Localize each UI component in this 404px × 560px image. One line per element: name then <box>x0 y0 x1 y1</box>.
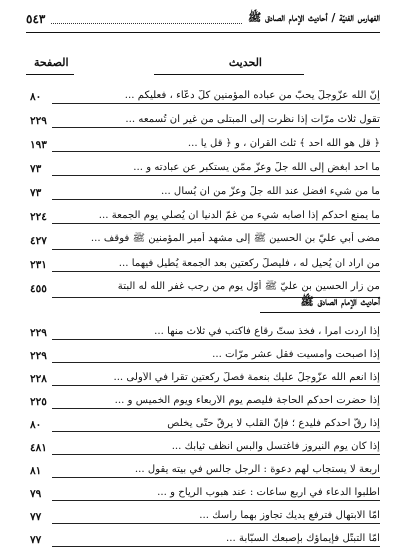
entry-page: ٤٨١ <box>30 442 47 454</box>
entry-text: ما من شيء أفضل عند الله جلّ وعزّ من أن يُسأل ... <box>52 186 380 200</box>
list-item <box>26 345 380 367</box>
list-item <box>26 506 380 528</box>
list-item <box>26 254 380 276</box>
entry-text: إذا حضرت أحدكم الحاجة فليصم يوم الأربعاء ويوم الخميس و ... <box>52 395 380 409</box>
list-item <box>26 391 380 413</box>
entry-page: ٧٣ <box>30 163 42 175</box>
list-item <box>26 86 380 108</box>
entry-text: إذا أنعم الله عزّوجلّ عليك بنعمة فصلّ ركعتين تقرأ في الأُولى ... <box>52 372 380 386</box>
header-rule <box>26 32 380 33</box>
list-item <box>26 230 380 252</box>
entry-text: مضى أبي عليّ بن الحسين ﷺ إلى مشهد أمير المؤمنين ﷺ فوقف ... <box>52 232 380 250</box>
list-item <box>26 134 380 156</box>
entry-page: ٧٧ <box>30 534 42 546</box>
heading-underline-page <box>26 74 74 75</box>
entry-page: ٨٠ <box>30 419 42 431</box>
entry-page: ٧٧ <box>30 511 42 523</box>
header-dots <box>51 15 242 24</box>
entry-page: ٨٠ <box>30 91 42 103</box>
entry-text: أمّا التبتّل فإيماؤك بإصبعك السبّابة ... <box>52 533 380 547</box>
list-item <box>26 529 380 551</box>
page-number: ٥٤٣ <box>26 12 46 26</box>
entry-page: ٢٢٩ <box>30 115 47 127</box>
section-title-underline <box>260 312 380 313</box>
list-item <box>26 368 380 390</box>
entry-page: ٧٣ <box>30 187 42 199</box>
list-item <box>26 437 380 459</box>
entry-text: ﴿ قل هو الله أحد ﴾ ثلث القرآن ، و ﴿ قل يا ... <box>52 138 380 152</box>
entry-page: ٤٥٥ <box>30 283 47 295</box>
list-item <box>26 322 380 344</box>
list-item <box>26 460 380 482</box>
entry-text: من زار الحسين بن عليّ ﷺ أوّل يوم من رجب غفر الله له البتة <box>52 280 380 298</box>
entry-page: ٢٢٨ <box>30 373 47 385</box>
entry-text: إذا رقّ أحدكم فليدع ؛ فإنّ القلب لا يرقّ حتّى يخلص <box>52 418 380 432</box>
entry-page: ٢٣١ <box>30 259 47 271</box>
entry-text: إذا أصبحت وأمسيت فقل عشر مرّات ... <box>52 349 380 363</box>
column-heading-page: الصفحة <box>34 56 69 69</box>
column-headings <box>26 48 380 76</box>
entry-text: إنّ الله عزّوجلّ يحبّ من عباده المؤمنين كلّ دعّاء ، فعليكم ... <box>52 90 380 104</box>
entry-text: ما أحد أبغض إلى الله جلّ وعزّ ممّن يستكبر عن عبادته و ... <box>52 162 380 176</box>
list-item <box>26 414 380 436</box>
list-item <box>26 206 380 228</box>
section-title: أحاديث الإمام الصادق ﷺ <box>300 295 380 308</box>
entry-text: أمّا الابتهال فترفع يديك تجاوز بهما رأسك ... <box>52 510 380 524</box>
entry-page: ٢٢٩ <box>30 327 47 339</box>
entry-text: أربعة لا يستجاب لهم دعوة : الرجل جالس في بيته يقول ... <box>52 464 380 478</box>
list-item <box>26 110 380 132</box>
entry-page: ٢٢٩ <box>30 350 47 362</box>
heading-underline-hadith <box>154 74 304 75</box>
entry-text: إذا أردت أمراً ، فخذ ستّ رقاع فاكتب في ثلاث منها ... <box>52 326 380 340</box>
running-header <box>26 8 380 30</box>
entry-text: تقول ثلاث مرّات إذا نظرت إلى المبتلى من غير أن تُسمعه ... <box>52 114 380 128</box>
entry-text: إذا كان يوم النيروز فاغتسل والبس أنظف ثيابك ... <box>52 441 380 455</box>
entry-page: ٧٩ <box>30 488 42 500</box>
entry-page: ٢٢٥ <box>30 396 47 408</box>
entry-page: ٨١ <box>30 465 42 477</box>
header-title: الفهارس الفنيّة / أحاديث الإمام الصادق ﷺ <box>248 11 380 24</box>
entry-text: ما يمنع أحدكم إذا أصابه شيء من غمّ الدنيا أن يُصلّي يوم الجمعة ... <box>52 210 380 224</box>
column-heading-hadith: الحديث <box>228 56 262 69</box>
entry-text: اطلبوا الدعاء في أربع ساعات : عند هبوب الرياح و ... <box>52 487 380 501</box>
entry-text: من أراد أن يُحيل له ، فليصلّ ركعتين بعد الجمعة يُطيل فيهما ... <box>52 258 380 272</box>
list-item <box>26 182 380 204</box>
list-item <box>26 158 380 180</box>
entry-page: ٤٢٧ <box>30 235 47 247</box>
list-item <box>26 483 380 505</box>
entry-page: ١٩٣ <box>30 139 47 151</box>
entry-page: ٢٢٤ <box>30 211 47 223</box>
